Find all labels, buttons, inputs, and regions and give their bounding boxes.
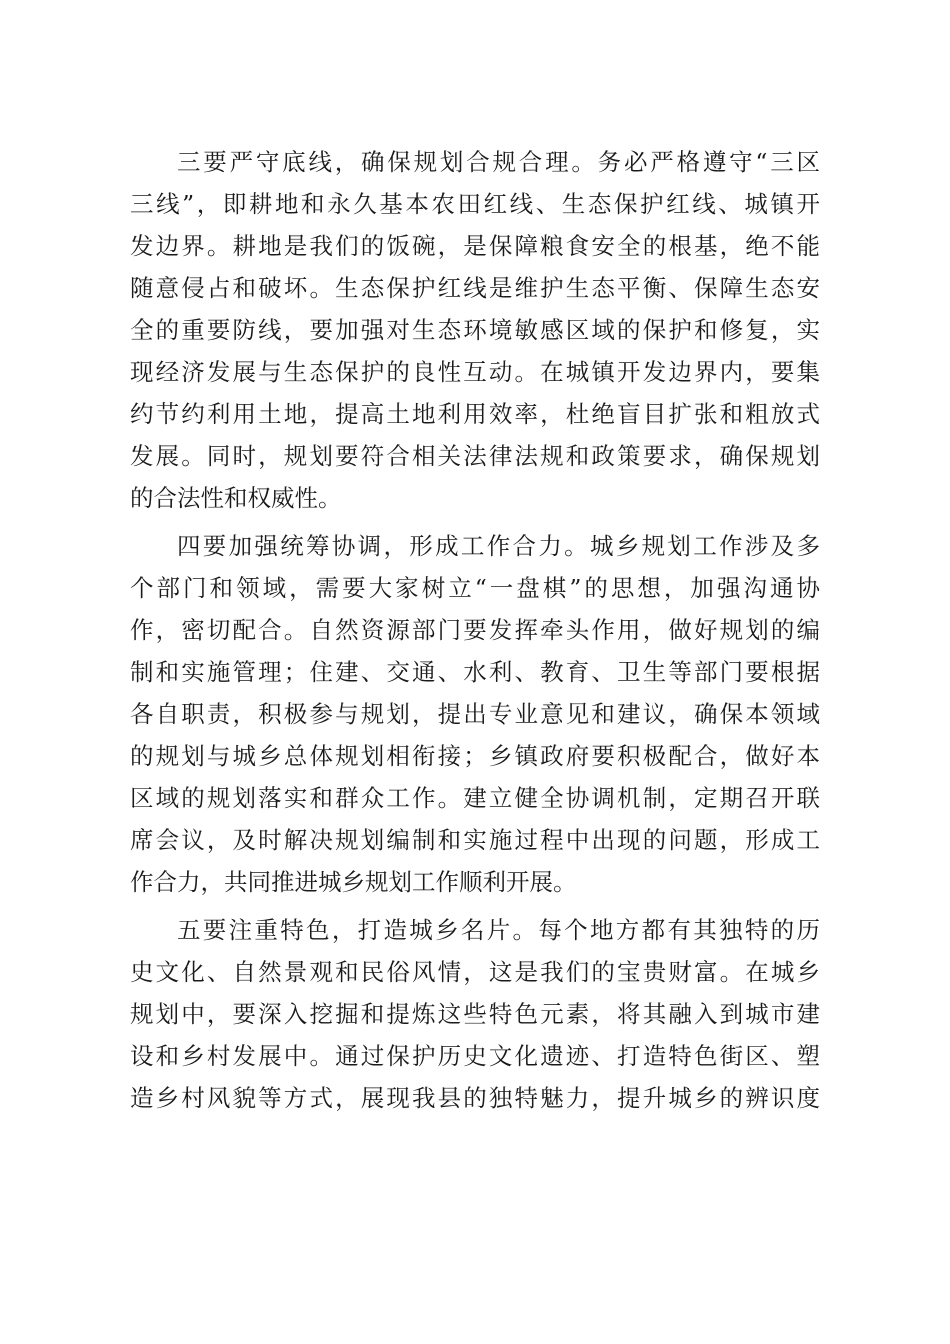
document-body xyxy=(130,141,820,1125)
text-line: 四要加强统筹协调，形成工作合力。城乡规划工作涉及多 xyxy=(177,532,820,560)
text-line: 作合力，共同推进城乡规划工作顺利开展。 xyxy=(130,868,577,896)
text-line: 约节约利用土地，提高土地利用效率，杜绝盲目扩张和粗放式 xyxy=(130,400,820,428)
paragraph-coordination xyxy=(130,525,820,903)
text-line: 三线”，即耕地和永久基本农田红线、生态保护红线、城镇开 xyxy=(130,190,820,218)
text-line: 造乡村风貌等方式，展现我县的独特魅力，提升城乡的辨识度 xyxy=(130,1084,820,1112)
text-line: 制和实施管理；住建、交通、水利、教育、卫生等部门要根据 xyxy=(130,658,820,686)
text-line: 史文化、自然景观和民俗风情，这是我们的宝贵财富。在城乡 xyxy=(130,958,820,986)
text-line: 发边界。耕地是我们的饭碗，是保障粮食安全的根基，绝不能 xyxy=(130,232,820,260)
text-line: 现经济发展与生态保护的良性互动。在城镇开发边界内，要集 xyxy=(130,358,820,386)
text-line: 各自职责，积极参与规划，提出专业意见和建议，确保本领域 xyxy=(130,700,820,728)
paragraph-local-features xyxy=(130,909,820,1119)
text-line: 区域的规划落实和群众工作。建立健全协调机制，定期召开联 xyxy=(130,784,820,812)
text-line: 五要注重特色，打造城乡名片。每个地方都有其独特的历 xyxy=(177,916,820,944)
paragraph-strict-bottom-line xyxy=(130,141,820,519)
text-line: 发展。同时，规划要符合相关法律法规和政策要求，确保规划 xyxy=(130,442,820,470)
text-line: 随意侵占和破坏。生态保护红线是维护生态平衡、保障生态安 xyxy=(130,274,820,302)
text-line: 规划中，要深入挖掘和提炼这些特色元素，将其融入到城市建 xyxy=(130,1000,820,1028)
text-line: 席会议，及时解决规划编制和实施过程中出现的问题，形成工 xyxy=(130,826,820,854)
text-line: 全的重要防线，要加强对生态环境敏感区域的保护和修复，实 xyxy=(130,316,820,344)
text-line: 的规划与城乡总体规划相衔接；乡镇政府要积极配合，做好本 xyxy=(130,742,820,770)
text-line: 设和乡村发展中。通过保护历史文化遗迹、打造特色街区、塑 xyxy=(130,1042,820,1070)
text-line: 作，密切配合。自然资源部门要发挥牵头作用，做好规划的编 xyxy=(130,616,820,644)
text-line: 的合法性和权威性。 xyxy=(130,484,342,512)
text-line: 三要严守底线，确保规划合规合理。务必严格遵守“三区 xyxy=(177,148,820,176)
text-line: 个部门和领域，需要大家树立“一盘棋”的思想，加强沟通协 xyxy=(130,574,820,602)
